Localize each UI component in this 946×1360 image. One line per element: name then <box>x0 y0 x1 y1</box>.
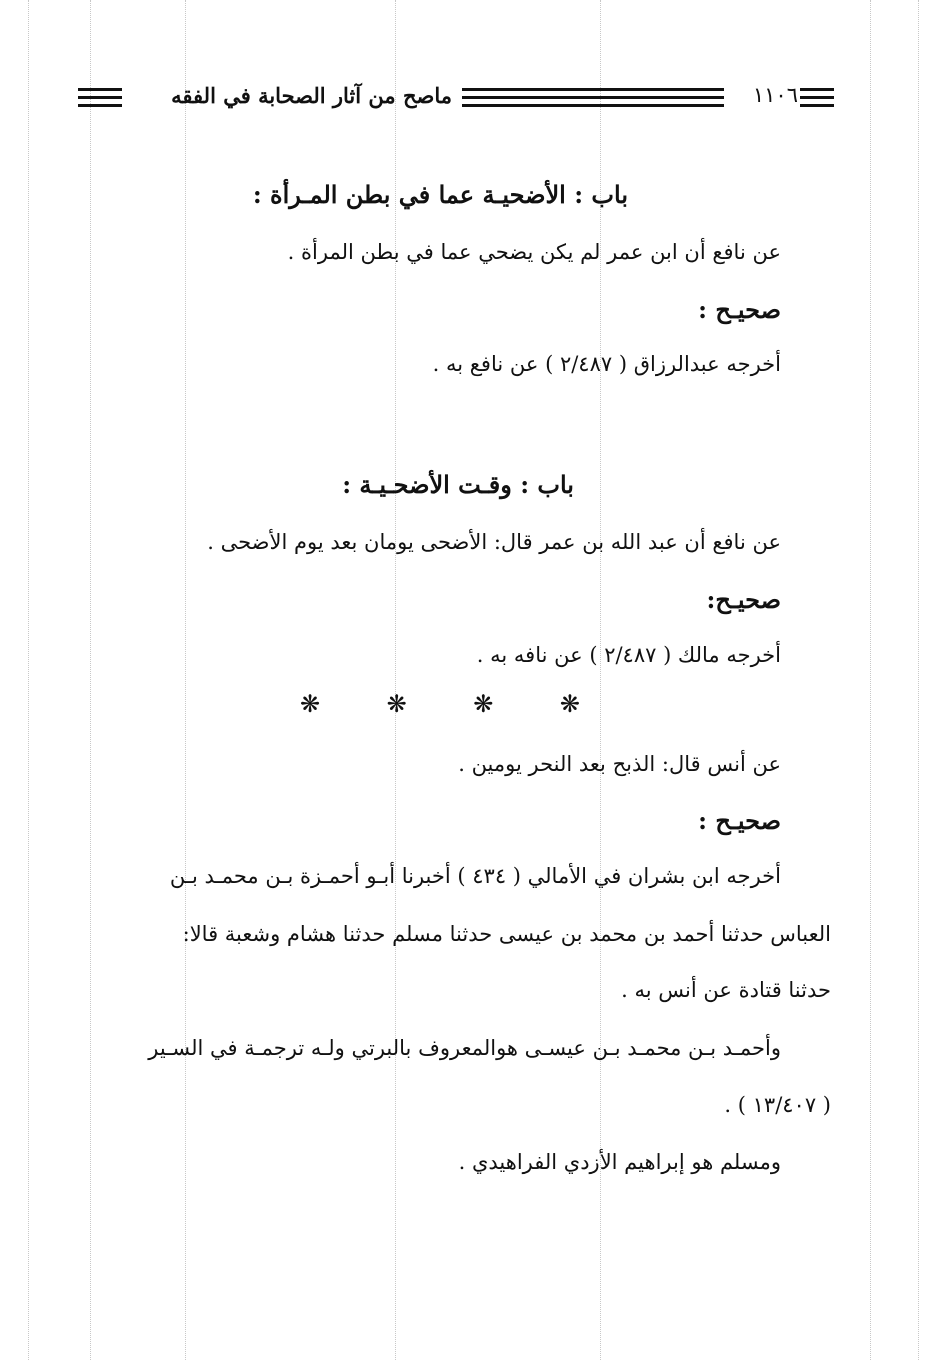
page-number: ١١٠٦ <box>752 83 798 107</box>
header-rule <box>462 104 724 107</box>
header-rule <box>78 88 122 91</box>
narration-text: عن أنس قال: الذبح بعد النحر يومين . <box>458 752 781 776</box>
header-rule <box>800 88 834 91</box>
star-ornament-icon: ❋ <box>300 690 321 718</box>
source-text: أخرجه مالك ( ٢/٤٨٧ ) عن نافه به . <box>476 643 781 667</box>
source-text: أخرجه عبدالرزاق ( ٢/٤٨٧ ) عن نافع به . <box>432 352 781 376</box>
header-rule <box>800 96 834 99</box>
header-rule <box>78 96 122 99</box>
scan-artifact-line <box>870 0 871 1360</box>
grade-label: صحيـح : <box>698 295 781 324</box>
header-rule <box>800 104 834 107</box>
section-heading: باب : الأضحيـة عما في بطن المـرأة : <box>252 180 628 209</box>
header-rule <box>462 96 724 99</box>
star-ornament-icon: ❋ <box>559 690 580 718</box>
scan-artifact-line <box>28 0 29 1360</box>
star-ornament-icon: ❋ <box>473 690 494 718</box>
section-heading: باب : وقـت الأضحـيـة : <box>342 470 574 499</box>
star-ornament-icon: ❋ <box>386 690 407 718</box>
grade-label: صحيـح : <box>698 806 781 835</box>
source-text: العباس حدثنا أحمد بن محمد بن عيسى حدثنا مسلم حدثنا هشام وشعبة قالا: <box>182 922 831 946</box>
scan-artifact-line <box>185 0 186 1360</box>
source-text: حدثنا قتادة عن أنس به . <box>621 978 831 1002</box>
header-rule <box>78 104 122 107</box>
narration-text: عن نافع أن ابن عمر لم يكن يضحي عما في بطن المرأة . <box>287 240 781 264</box>
section-separator <box>300 690 580 718</box>
header-rule <box>462 88 724 91</box>
source-text: أخرجه ابن بشران في الأمالي ( ٤٣٤ ) أخبرنا أبـو أحمـزة بـن محمـد بـن <box>169 864 781 888</box>
note-text: ( ١٣/٤٠٧ ) . <box>724 1093 831 1117</box>
scan-artifact-line <box>90 0 91 1360</box>
note-text: ومسلم هو إبراهيم الأزدي الفراهيدي . <box>458 1150 781 1174</box>
note-text: وأحمـد بـن محمـد بـن عيسـى هوالمعروف بالبرتي ولـه ترجمـة في السـير <box>148 1036 781 1060</box>
grade-label: صحيـح: <box>706 585 781 614</box>
book-title: ماصح من آثار الصحابة في الفقه <box>171 83 452 108</box>
narration-text: عن نافع أن عبد الله بن عمر قال: الأضحى يومان بعد يوم الأضحى . <box>207 530 781 554</box>
scan-artifact-line <box>918 0 919 1360</box>
